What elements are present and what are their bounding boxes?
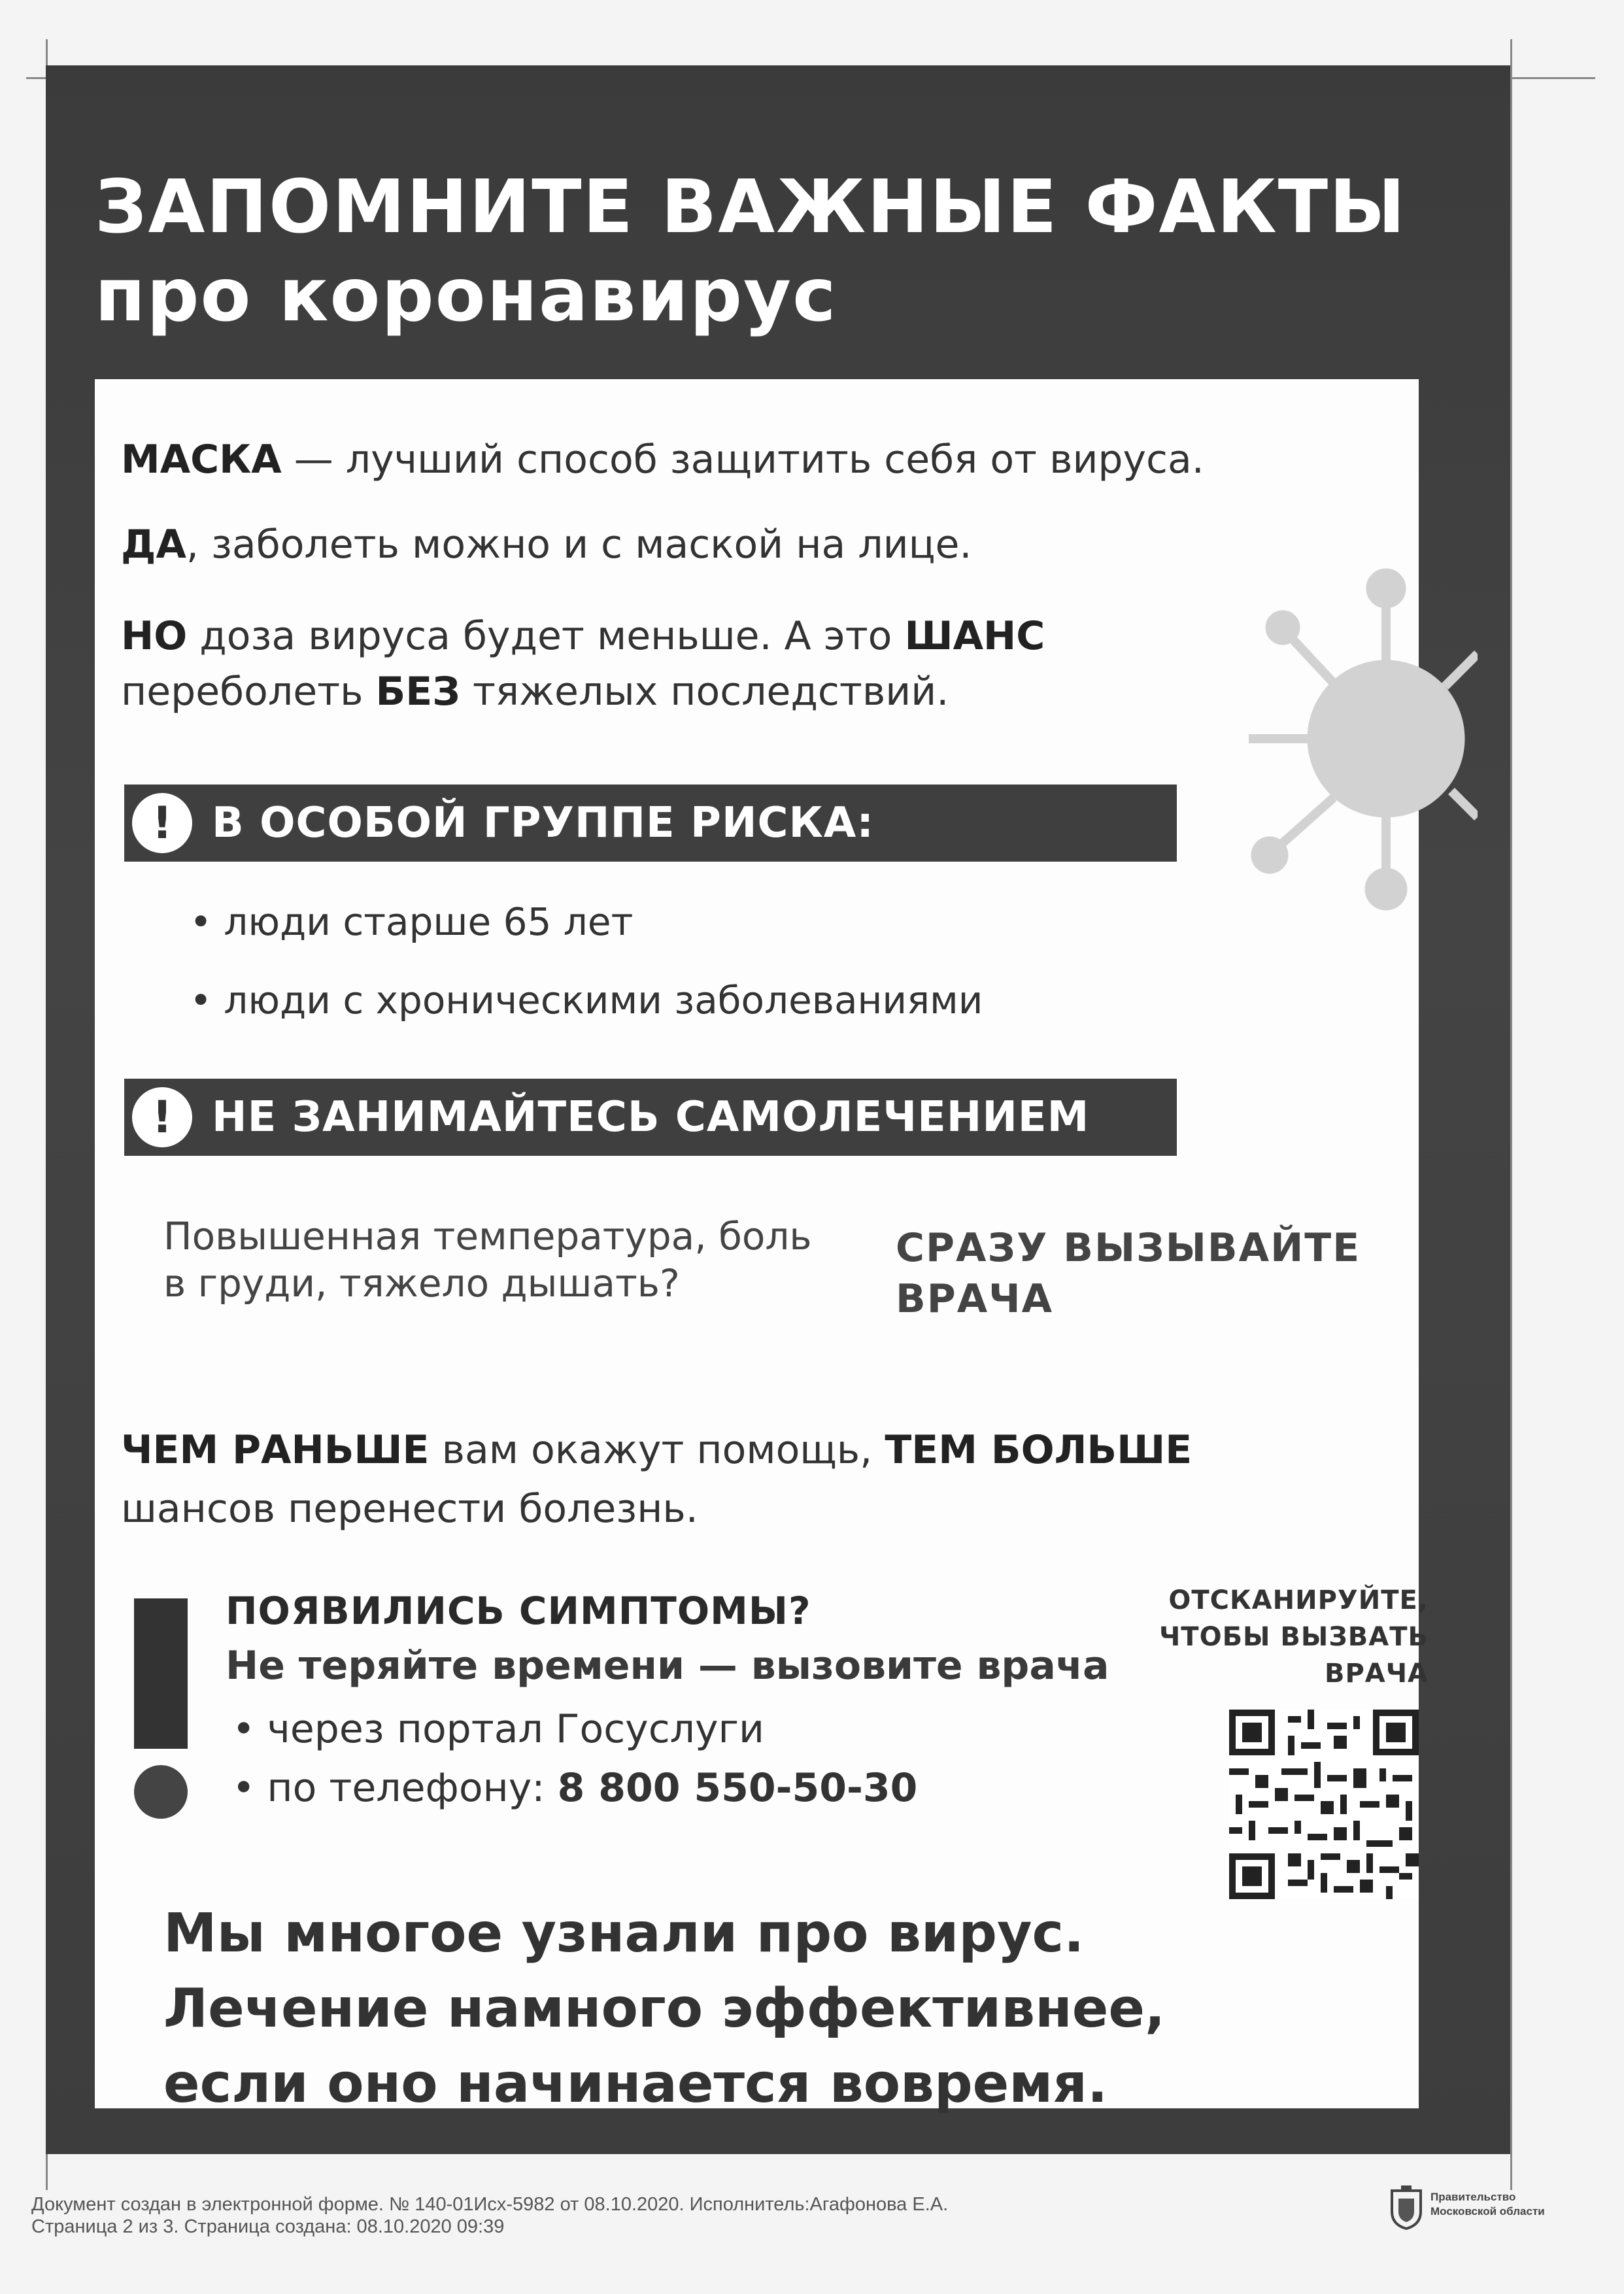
symptoms-subtitle: Не теряйте времени — вызовите врача bbox=[226, 1643, 1109, 1689]
risk-group-heading: В ОСОБОЙ ГРУППЕ РИСКА: bbox=[212, 799, 874, 847]
government-name: Правительство Московской области bbox=[1430, 2191, 1545, 2218]
exclamation-icon bbox=[134, 1598, 188, 1749]
contact-method-phone: • по телефону: 8 800 550-50-30 bbox=[232, 1762, 917, 1814]
risk-group-banner bbox=[124, 784, 1177, 862]
earlier-help-text: ЧЕМ РАНЬШЕ вам окажут помощь, ТЕМ БОЛЬШЕ bbox=[121, 1427, 1193, 1473]
document-footer bbox=[31, 2193, 948, 2238]
title-line-1: ЗАПОМНИТЕ ВАЖНЫЕ ФАКТЫ bbox=[95, 165, 1407, 250]
footer-line-1: Документ создан в электронной форме. № 140-01Исх-5982 от 08.10.2020. Исполнитель:Агафонова Е.А. bbox=[31, 2194, 949, 2215]
exclamation-dot-icon bbox=[134, 1765, 188, 1819]
risk-item: • люди старше 65 лет bbox=[190, 896, 633, 948]
mask-dose-fact: НО доза вируса будет меньше. А это ШАНС bbox=[121, 613, 1045, 659]
coat-of-arms-icon bbox=[1389, 2185, 1423, 2230]
mask-fact: МАСКА — лучший способ защитить себя от вируса. bbox=[121, 437, 1204, 482]
self-treatment-heading: НЕ ЗАНИМАЙТЕСЬ САМОЛЕЧЕНИЕМ bbox=[212, 1093, 1090, 1141]
scan-instruction: ОТСКАНИРУЙТЕ, ЧТОБЫ ВЫЗВАТЬ ВРАЧА bbox=[1159, 1585, 1429, 1689]
poster-title bbox=[95, 163, 1406, 340]
risk-item: • люди с хроническими заболеваниями bbox=[190, 974, 983, 1026]
title-line-2: про коронавирус bbox=[95, 253, 837, 338]
qr-code-icon bbox=[1229, 1710, 1419, 1899]
warning-icon: ! bbox=[132, 1087, 192, 1147]
crop-mark bbox=[1510, 39, 1512, 2190]
footer-line-2: Страница 2 из 3. Страница создана: 08.10.2020 09:39 bbox=[31, 2216, 505, 2237]
closing-line-3: если оно начинается вовремя. bbox=[163, 2053, 1108, 2115]
phone-number: 8 800 550-50-30 bbox=[557, 1765, 918, 1811]
warning-icon: ! bbox=[132, 793, 192, 853]
contact-method-portal: • через портал Госуслуги bbox=[232, 1703, 764, 1755]
closing-line-2: Лечение намного эффективнее, bbox=[163, 1978, 1166, 2040]
closing-message bbox=[163, 1896, 1165, 2121]
symptoms-title: ПОЯВИЛИСЬ СИМПТОМЫ? bbox=[226, 1589, 811, 1633]
mask-yes-fact: ДА, заболеть можно и с маской на лице. bbox=[121, 522, 972, 567]
self-treatment-banner bbox=[124, 1079, 1177, 1156]
symptoms-question: Повышенная температура, боль в груди, тяжело дышать? bbox=[163, 1214, 812, 1306]
mask-dose-fact-cont: переболеть БЕЗ тяжелых последствий. bbox=[121, 669, 949, 715]
earlier-help-text-cont: шансов перенести болезнь. bbox=[121, 1486, 698, 1532]
closing-line-1: Мы многое узнали про вирус. bbox=[163, 1902, 1085, 1965]
virus-icon bbox=[1236, 556, 1478, 922]
call-doctor-advice: СРАЗУ ВЫЗЫВАЙТЕ ВРАЧА bbox=[896, 1225, 1361, 1322]
